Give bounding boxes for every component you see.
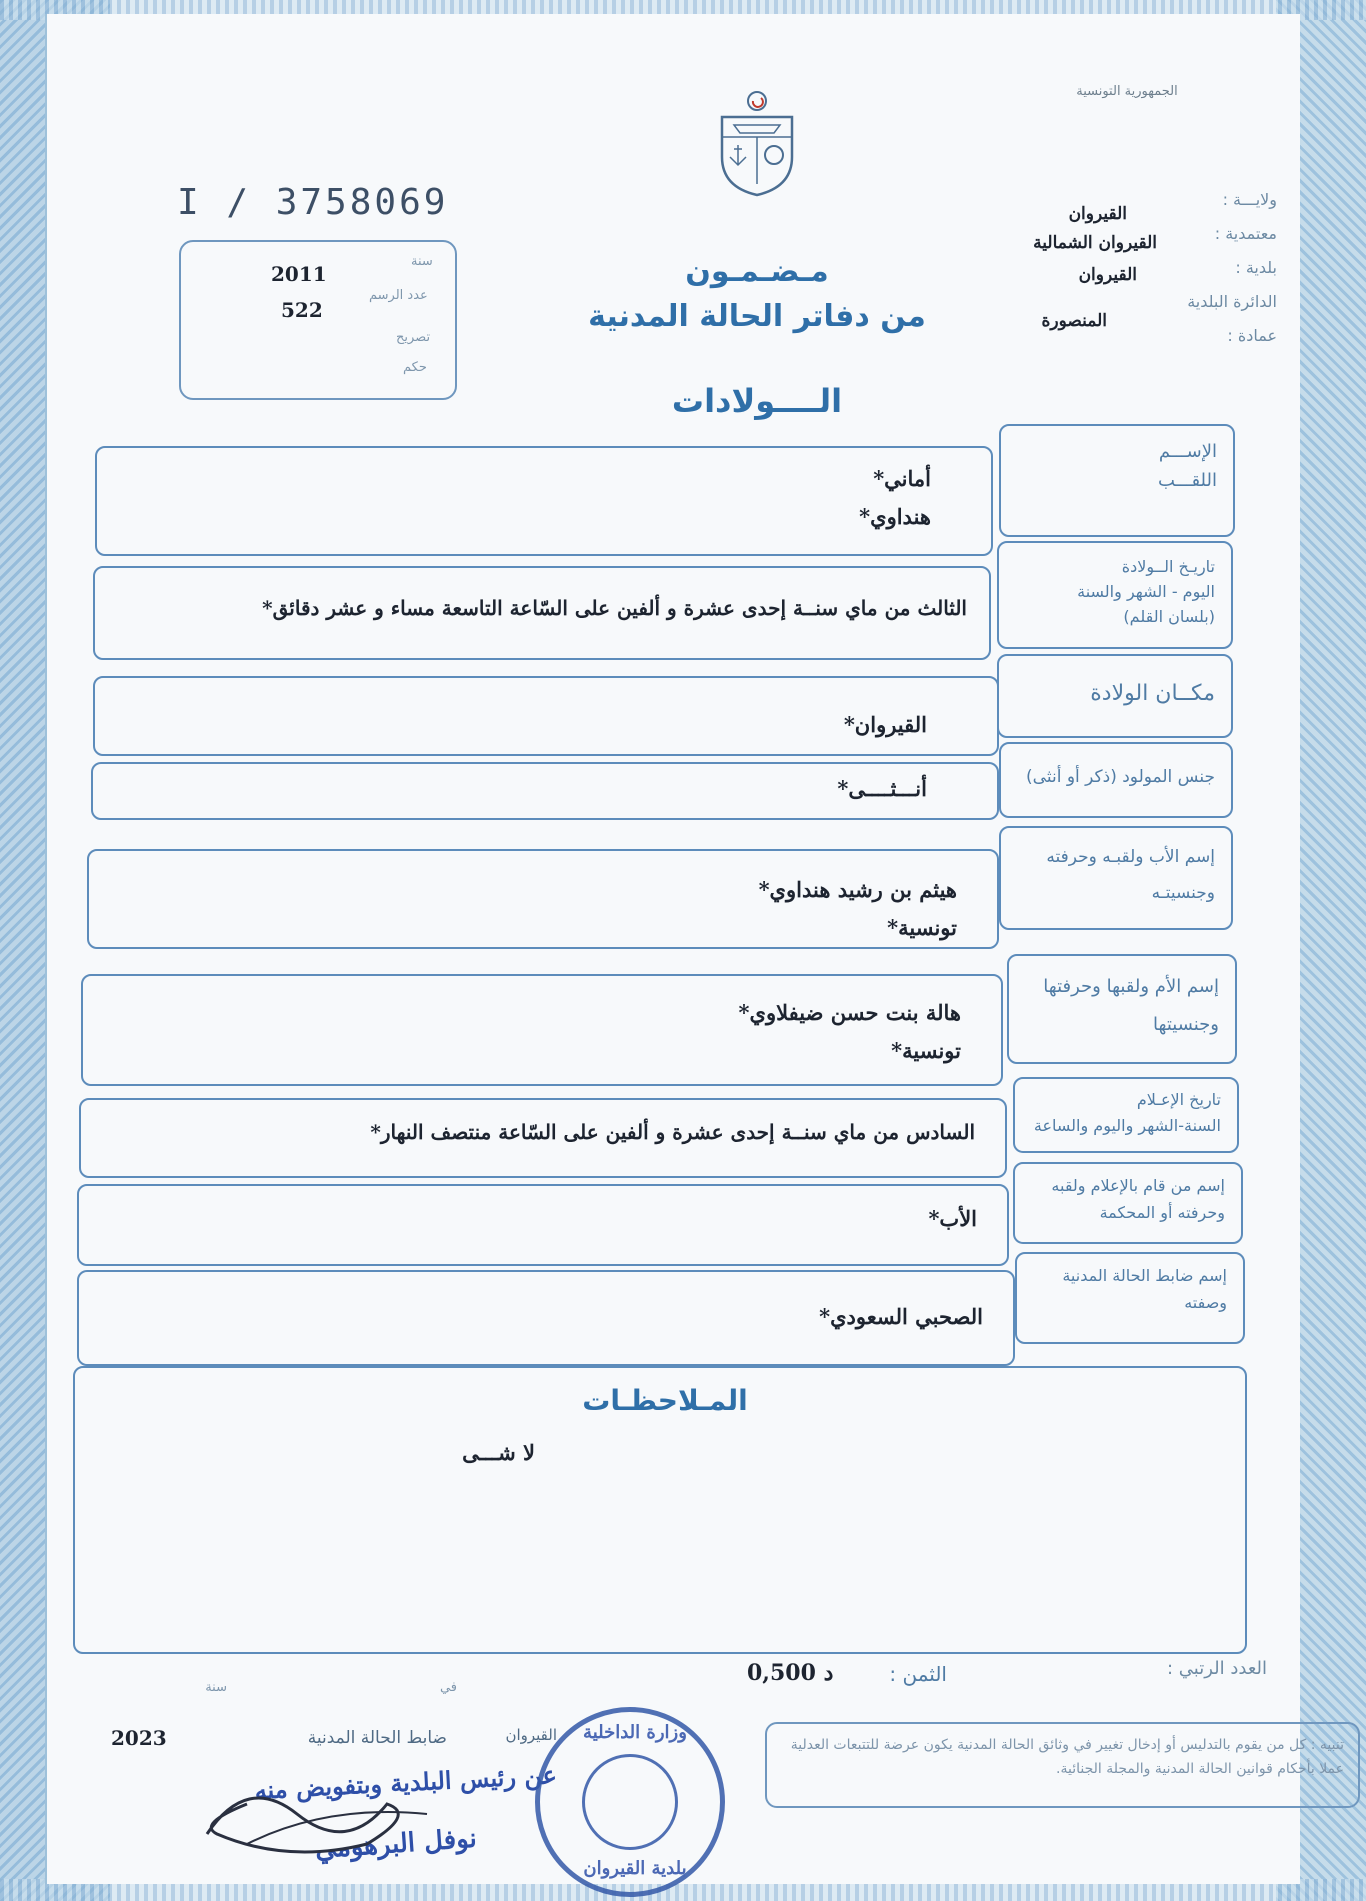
- label-line: وجنسيتـه: [1151, 882, 1215, 903]
- value-sex: [91, 762, 999, 820]
- motamadia-value: القيروان الشمالية: [1033, 233, 1157, 253]
- label-line: اللقـــب: [1157, 469, 1217, 491]
- value-declaration-date: [79, 1098, 1007, 1178]
- certificate-serial-number: I / 3758069: [177, 182, 449, 223]
- stamp-bottom-text: بلدية القيروان: [583, 1858, 687, 1879]
- label-line: الإســـم: [1158, 441, 1217, 462]
- label-line: جنس المولود (ذكر أو أنثى): [1026, 767, 1215, 787]
- wilaya-value: القيروان: [1068, 204, 1127, 224]
- surname-value: هنداوي*: [859, 503, 931, 529]
- label-line: إسم الأم ولقبها وحرفتها: [1043, 976, 1219, 997]
- label-line: (بلسان القلم): [1123, 606, 1215, 626]
- label-civil-officer: [1015, 1252, 1245, 1344]
- value-mother: [81, 974, 1003, 1086]
- civil-officer-footer-label: ضابط الحالة المدنية: [307, 1728, 447, 1748]
- reg-year-value: 2011: [271, 262, 327, 286]
- value-birth-place: [93, 676, 999, 756]
- father-name-value: هيثم بن رشيد هنداوي*: [758, 877, 957, 902]
- notes-box: [73, 1366, 1247, 1654]
- label-birth-date: [997, 541, 1233, 649]
- official-stamp: [535, 1707, 725, 1897]
- label-line: اليوم - الشهر والسنة: [1077, 581, 1215, 601]
- imada-label: عمادة :: [1227, 325, 1277, 345]
- value-name-surname: [95, 446, 993, 556]
- reg-judgment-label: حكم: [403, 360, 427, 375]
- admin-row-baladia: [977, 250, 1277, 284]
- value-declarant: [77, 1184, 1009, 1266]
- wilaya-label: ولايـــة :: [1222, 189, 1277, 209]
- signature-scribble-icon: [187, 1774, 487, 1864]
- certificate-sheet: [45, 14, 1344, 1884]
- value-civil-officer: [77, 1270, 1015, 1366]
- coat-of-arms-icon: [712, 89, 802, 199]
- label-line: مكــان الولادة: [1090, 681, 1215, 706]
- label-line: تاريخ الإعـلام: [1136, 1090, 1221, 1109]
- civil-officer-value: الصحبي السعودي*: [819, 1304, 983, 1329]
- baladia-label: بلدية :: [1235, 257, 1277, 277]
- label-declarant: [1013, 1162, 1243, 1244]
- admin-row-wilaya: [977, 182, 1277, 224]
- stamp-top-text: وزارة الداخلية: [583, 1722, 687, 1743]
- first-name-value: أماني*: [873, 466, 931, 491]
- stamp-emblem: [582, 1754, 678, 1850]
- father-nationality-value: تونسية*: [887, 914, 957, 940]
- serial-order-label: العدد الرتبي :: [1166, 1658, 1267, 1679]
- birth-place-value: القيروان*: [843, 712, 927, 737]
- label-line: وصفته: [1184, 1293, 1227, 1313]
- admin-block: [977, 182, 1277, 352]
- label-line: وحرفته أو المحكمة: [1099, 1203, 1225, 1223]
- baladia-value: القيروان: [1078, 265, 1137, 285]
- legal-warning-text: تنبيه : كل من يقوم بالتدليس أو إدخال تغيير في وثائق الحالة المدنية يكون عرضة للتتبعات العدلية عملا بأحكام قوانين الحالة المدنية والمجلة الجنائية.: [790, 1737, 1344, 1777]
- issue-city-value: القيروان: [505, 1726, 557, 1744]
- republic-header: الجمهورية التونسية: [1076, 84, 1178, 99]
- issue-year-value: 2023: [111, 1726, 167, 1750]
- title-madmoun: مـضـمـون: [685, 254, 829, 289]
- mother-nationality-value: تونسية*: [891, 1037, 961, 1063]
- in-label: في: [439, 1680, 457, 1695]
- daira-value: المنصورة: [1041, 311, 1107, 331]
- year-label: سنة: [205, 1680, 227, 1695]
- label-name-surname: [999, 424, 1235, 537]
- reg-number-value: 522: [281, 298, 323, 322]
- daira-label: الدائرة البلدية: [1187, 291, 1277, 311]
- label-mother: [1007, 954, 1237, 1064]
- declarant-value: الأب*: [928, 1206, 977, 1231]
- value-father: [87, 849, 999, 949]
- label-line: إسم الأب ولقبـه وحرفته: [1046, 847, 1215, 867]
- price-label: الثمن :: [889, 1662, 947, 1686]
- label-line: إسم ضابط الحالة المدنية: [1062, 1266, 1227, 1285]
- reg-number-label: عدد الرسم: [369, 288, 428, 303]
- notes-title: المـلاحظـات: [582, 1384, 748, 1417]
- notes-value: لا شـــى: [462, 1440, 535, 1465]
- admin-row-daira: [977, 284, 1277, 331]
- title-civil-registers: من دفاتر الحالة المدنية: [588, 299, 926, 334]
- motamadia-label: معتمدية :: [1214, 223, 1277, 243]
- reg-year-label: سنة: [411, 254, 433, 269]
- label-line: السنة-الشهر واليوم والساعة: [1033, 1115, 1221, 1135]
- reg-declaration-label: تصريح: [396, 330, 431, 345]
- label-line: تاريـخ الــولادة: [1121, 557, 1215, 576]
- legal-warning-box: [765, 1722, 1360, 1808]
- price-value: 0,500 د: [747, 1660, 834, 1686]
- label-declaration-date: [1013, 1077, 1239, 1153]
- title-births: الــــولادات: [671, 382, 843, 420]
- sex-value: أنـــثــــى*: [837, 776, 927, 801]
- delegation-signature-text: عن رئيس البلدية وبتفويض منه: [253, 1760, 558, 1805]
- signatory-name: نوفل البرهومي: [314, 1823, 478, 1865]
- birth-date-value: الثالث من ماي سنــة إحدى عشرة و ألفين على السّاعة التاسعة مساء و عشر دقائق*: [262, 596, 967, 620]
- label-father: [999, 826, 1233, 930]
- label-line: وجنسيتها: [1153, 1013, 1219, 1035]
- registration-box: [179, 240, 457, 400]
- label-line: إسم من قام بالإعلام ولقبه: [1051, 1176, 1225, 1195]
- mother-name-value: هالة بنت حسن ضيفلاوي*: [738, 1000, 961, 1025]
- label-sex: [999, 742, 1233, 818]
- label-birth-place: [997, 654, 1233, 738]
- declaration-date-value: السادس من ماي سنــة إحدى عشرة و ألفين على السّاعة منتصف النهار*: [370, 1120, 975, 1144]
- value-birth-date: [93, 566, 991, 660]
